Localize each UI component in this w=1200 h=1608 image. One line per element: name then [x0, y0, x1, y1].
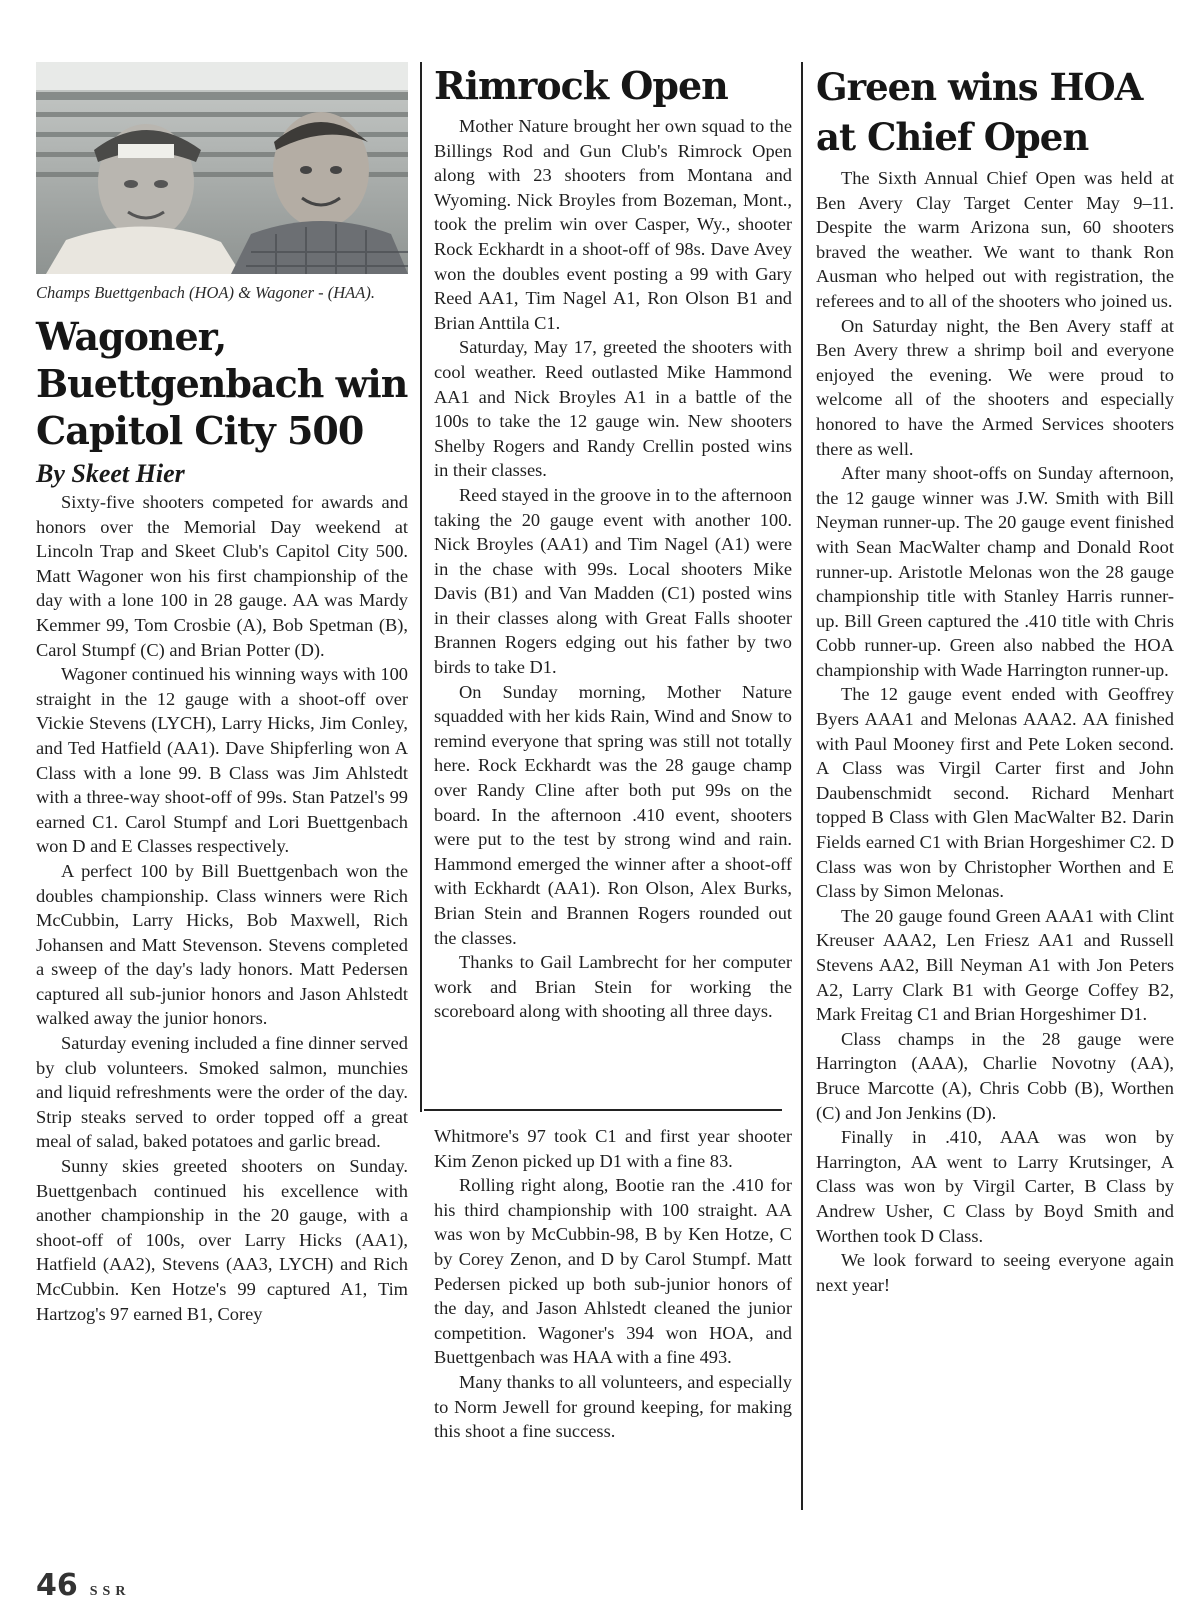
article3-paragraph: On Saturday night, the Ben Avery staff at Ben Avery threw a shrimp boil and everyone enjoyed the evening. We were proud to welcome all of the shooters and especially honored to have the Armed Services shooters there as well.	[816, 315, 1174, 459]
magazine-name: SSR	[89, 1584, 131, 1599]
article3-paragraph: The 12 gauge event ended with Geoffrey Byers AAA1 and Melonas AAA2. AA finished with Paul Mooney first and Pete Loken second. A Class was Virgil Carter first and John Daubenschmidt second. Richard Menhart topped B Class with Glen MacWalter B2. Darin Fields earned C1 with Brian Horgeshimer C2. D Class was won by Christopher Worthen and E Class by Simon Melonas.	[816, 684, 1174, 902]
article2-body	[434, 114, 792, 1024]
photo-caption: Champs Buettgenbach (HOA) & Wagoner - (HAA).	[36, 283, 375, 302]
column-left	[36, 62, 408, 1326]
article3-paragraph: After many shoot-offs on Sunday afternoon, the 12 gauge winner was J.W. Smith with Bill Neyman runner-up. The 20 gauge event finished with Sean MacWalter champ and Donald Root runner-up. Aristotle Melonas won the 28 gauge championship title with Stanley Harris runner-up. Bill Green captured the .410 title with Chris Cobb runner-up. Green also nabbed the HOA championship with Wade Harrington runner-up.	[816, 463, 1174, 680]
article3-paragraph: Class champs in the 28 gauge were Harrington (AAA), Charlie Novotny (AA), Bruce Marcotte (A), Chris Cobb (B), Worthen (C) and Jon Jenkins (D).	[816, 1028, 1174, 1123]
article3-paragraph: We look forward to seeing everyone again next year!	[816, 1250, 1174, 1295]
article1-paragraph: Sixty-five shooters competed for awards and honors over the Memorial Day weekend at Lincoln Trap and Skeet Club's Capitol City 500. Matt Wagoner won his first championship of the day with a lone 100 in 28 gauge. AA was Mardy Kemmer 99, Tom Crosbie (A), Bob Spetman (B), Carol Stumpf (C) and Brian Potter (D).	[36, 492, 408, 660]
photo-illustration	[36, 62, 408, 274]
article2-paragraph: On Sunday morning, Mother Nature squadded with her kids Rain, Wind and Snow to remind everyone that spring was still not totally here. Rock Eckhardt was the 28 gauge champ over Randy Cline after both put 99s on the board. In the afternoon .410 event, shooters were put to the test by strong wind and rain. Hammond emerged the winner after a shoot-off with Eckhardt (AA1). Ron Olson, Alex Burks, Brian Stein and Brannen Rogers rounded out the classes.	[434, 681, 792, 948]
article3-paragraph: The Sixth Annual Chief Open was held at Ben Avery Clay Target Center May 9–11. Despite the warm Arizona sun, 60 shooters braved the weather. We want to thank Ron Ausman who helped out with registration, the referees and to all of the shooters who joined us.	[816, 168, 1174, 311]
article1-paragraph: Saturday evening included a fine dinner served by club volunteers. Smoked salmon, munchies and liquid refreshments were the order of the day. Strip steaks served to order topped off a great meal of salad, baked potatoes and garlic bread.	[36, 1033, 408, 1152]
column-rule-right	[801, 62, 803, 1510]
article3-paragraph: The 20 gauge found Green AAA1 with Clint Kreuser AAA2, Len Friesz AA1 and Russell Stevens AA2, Bill Neyman A1 with Jon Peters A2, Larry Clark B1 with George Coffey B2, Mark Freitag C1 and Brian Horgeshimer D1.	[816, 905, 1174, 1025]
article3-paragraph: Finally in .410, AAA was won by Harrington, AA went to Larry Krutsinger, A Class was won by Virgil Carter, B Class by Andrew Usher, C Class by Boyd Smith and Worthen took D Class.	[816, 1127, 1174, 1246]
article1-headline: Wagoner, Buettgenbach win Capitol City 500	[36, 314, 408, 453]
article3-body	[816, 166, 1174, 1297]
column-middle	[434, 62, 792, 1024]
continuation-paragraph: Many thanks to all volunteers, and especially to Norm Jewell for ground keeping, for making this shoot a fine success.	[434, 1371, 792, 1442]
article2-paragraph: Mother Nature brought her own squad to the Billings Rod and Gun Club's Rimrock Open along with 23 shooters from Montana and Wyoming. Nick Broyles from Bozeman, Mont., took the prelim win over Casper, Wy., shooter Rock Eckhardt in a shoot-off of 98s. Dave Avey won the doubles event posting a 99 with Gary Reed AA1, Tim Nagel A1, Ron Olson B1 and Brian Anttila C1.	[434, 116, 792, 333]
champions-photo	[36, 62, 408, 274]
article1-paragraph: A perfect 100 by Bill Buettgenbach won the doubles championship. Class winners were Rich McCubbin, Larry Hicks, Bob Maxwell, Rich Johansen and Matt Stevenson. Stevens completed a sweep of the day's lady honors. Matt Pedersen captured all sub-junior honors and Jason Ahlstedt walked away the junior honors.	[36, 860, 408, 1029]
article1-paragraph: Sunny skies greeted shooters on Sunday. Buettgenbach continued his excellence with another championship in the 20 gauge, with a shoot-off of 100s, over Larry Hicks (AA1), Hatfield (AA2), Stevens (AA3, LYCH) and Rich McCubbin. Ken Hotze's 99 captured A1, Tim Hartzog's 97 earned B1, Corey	[36, 1156, 408, 1324]
article-separator-rule	[424, 1109, 782, 1111]
article2-paragraph: Saturday, May 17, greeted the shooters with cool weather. Reed outlasted Mike Hammond AA1 and Nick Broyles A1 in a battle of the 100s to take the 12 gauge win. New shooters Shelby Rogers and Randy Crellin posted wins in their classes.	[434, 337, 792, 481]
page-folio	[36, 1568, 130, 1603]
article1-body	[36, 490, 408, 1326]
continuation-paragraph: Rolling right along, Bootie ran the .410 for his third championship with 100 straight. AA was won by McCubbin-98, B by Ken Hotze, C by Corey Zenon, and D by Carol Stumpf. Matt Pedersen picked up both sub-junior honors of the day, and Jason Ahlstedt cleaned the junior competition. Wagoner's 394 won HOA, and Buettgenbach was HAA with a fine 493.	[434, 1175, 792, 1368]
article3-headline: Green wins HOA at Chief Open	[816, 65, 1143, 159]
column-rule-left	[420, 62, 422, 1112]
page-number: 46	[36, 1568, 78, 1603]
article2-paragraph: Reed stayed in the groove in to the afternoon taking the 20 gauge event with another 100. Nick Broyles (AA1) and Tim Nagel (A1) were in the chase with 99s. Local shooters Mike Davis (B1) and Van Madden (C1) posted wins in their classes along with Great Falls shooter Brannen Rogers edging out his father by two birds to take D1.	[434, 484, 792, 678]
article2-paragraph: Thanks to Gail Lambrecht for her computer work and Brian Stein for working the scoreboard along with shooting all three days.	[434, 952, 792, 1022]
article2-headline: Rimrock Open	[434, 63, 728, 108]
continuation-paragraph: Whitmore's 97 took C1 and first year shooter Kim Zenon picked up D1 with a fine 83.	[434, 1126, 792, 1171]
article1-byline: By Skeet Hier	[36, 459, 185, 488]
article1-paragraph: Wagoner continued his winning ways with 100 straight in the 12 gauge with a shoot-off over Vickie Stevens (LYCH), Larry Hicks, Jim Conley, and Ted Hatfield (AA1). Dave Shipferling won A Class with a lone 99. B Class was Jim Ahlstedt with a three-way shoot-off of 99s. Stan Patzel's 99 earned C1. Carol Stumpf and Lori Buettgenbach won D and E Classes respectively.	[36, 664, 408, 857]
column-right	[816, 62, 1174, 1297]
article1-continuation	[434, 1124, 792, 1444]
